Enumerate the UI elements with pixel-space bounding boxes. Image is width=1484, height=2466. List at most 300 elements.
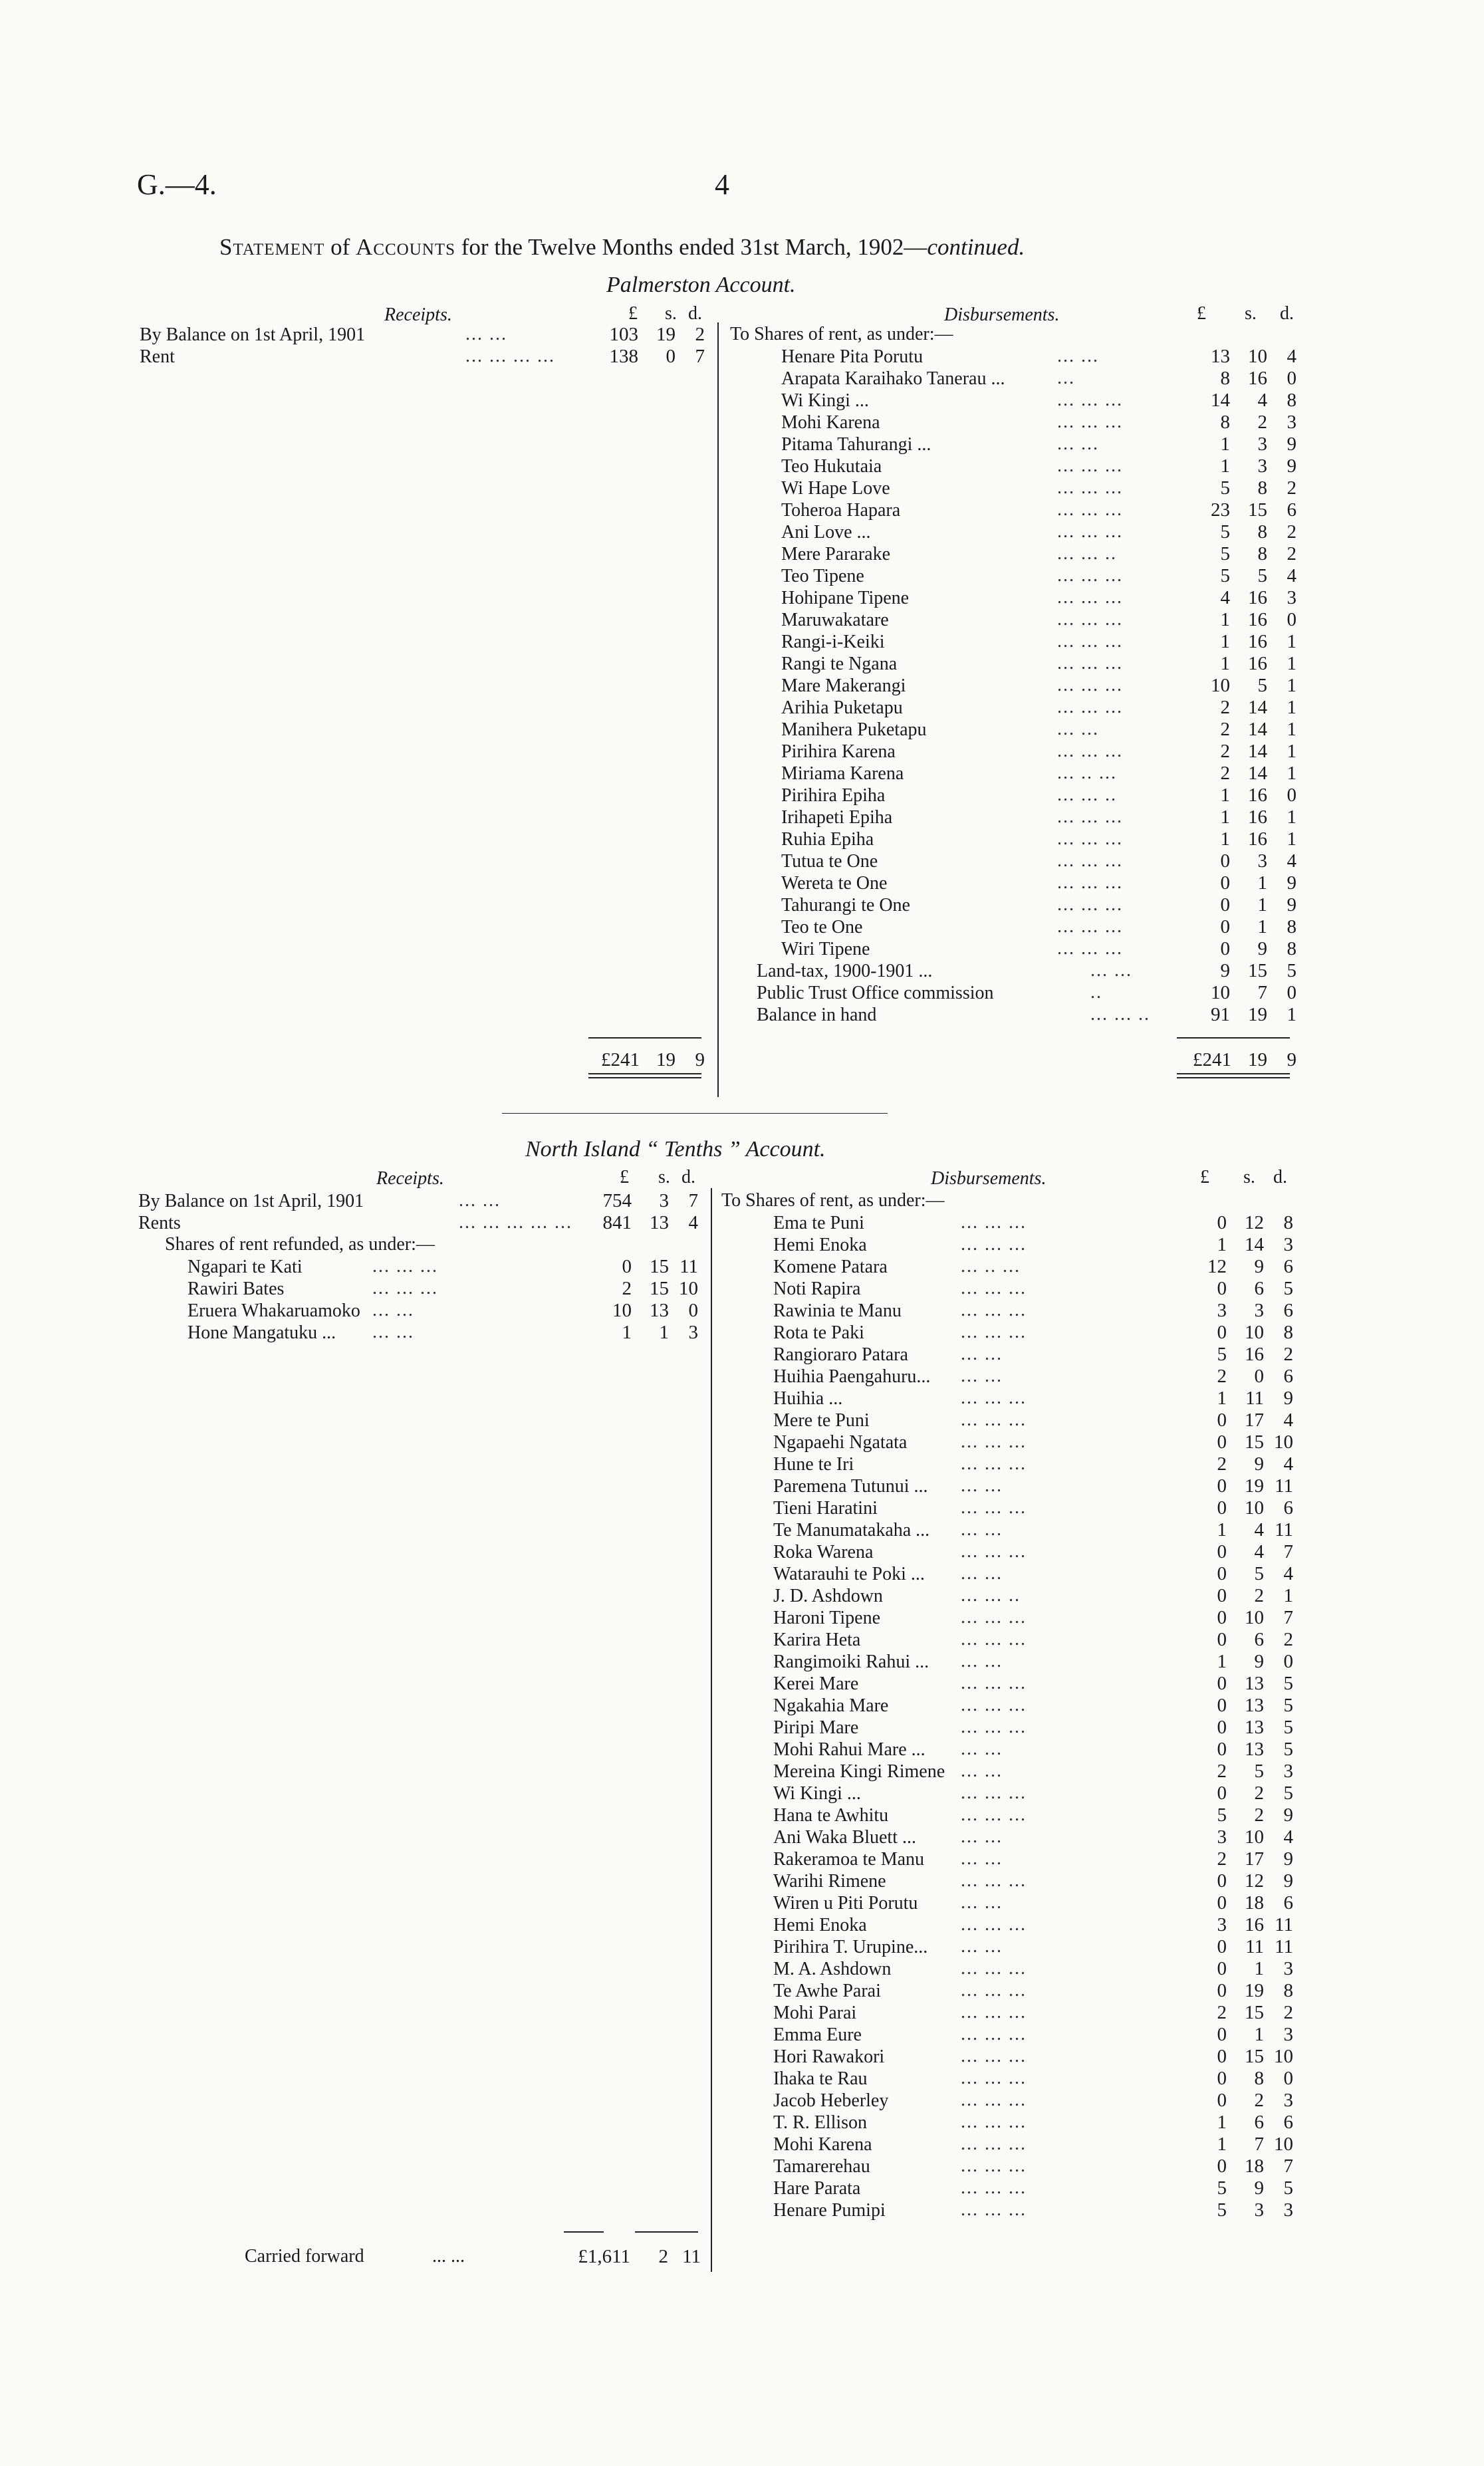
north-share-pence: 1	[1283, 1585, 1293, 1606]
palmerston-share-dots: ... ...	[1057, 719, 1099, 739]
palmerston-share-pence: 1	[1287, 631, 1297, 652]
palmerston-share-pounds: 1	[1220, 785, 1230, 806]
palmerston-receipt-pence: 7	[695, 346, 705, 367]
palmerston-share-label: Pitama Tahurangi ...	[781, 434, 931, 455]
palmerston-share-shillings: 5	[1257, 565, 1267, 586]
palmerston-share-dots: ... ... ...	[1057, 521, 1123, 542]
palmerston-share-pence: 1	[1287, 719, 1297, 740]
palmerston-receipt-pounds: 138	[609, 346, 638, 367]
palmerston-share-label: Teo Tipene	[781, 566, 864, 586]
north-share-dots: ... ... ...	[961, 2068, 1027, 2088]
north-share-pounds: 1	[1217, 1519, 1227, 1541]
north-share-shillings: 9	[1254, 1651, 1264, 1672]
north-share-label: Wi Kingi ...	[773, 1783, 861, 1804]
north-share-dots: ... ... ...	[961, 1234, 1027, 1255]
palmerston-receipts-pound-heading: £	[628, 303, 638, 324]
north-share-pence: 4	[1283, 1826, 1293, 1848]
north-share-label: M. A. Ashdown	[773, 1959, 892, 1979]
palmerston-share-shillings: 3	[1257, 433, 1267, 455]
north-share-label: Jacob Heberley	[773, 2090, 889, 2111]
palmerston-disb-total-shillings: 19	[1248, 1049, 1267, 1070]
north-share-label: Hare Parata	[773, 2178, 861, 2199]
north-share-label: Mohi Rahui Mare ...	[773, 1739, 926, 1760]
north-share-shillings: 15	[1245, 2046, 1264, 2067]
north-share-pence: 5	[1283, 1739, 1293, 1760]
north-share-pounds: 1	[1217, 2112, 1227, 2133]
north-share-label: Ihaka te Rau	[773, 2068, 868, 2089]
north-share-dots: ... ... ...	[961, 1629, 1027, 1650]
title-continued: continued.	[927, 234, 1025, 260]
north-share-shillings: 3	[1254, 2199, 1264, 2221]
north-refund-dots: ... ... ...	[372, 1278, 438, 1298]
north-receipt-shillings: 3	[659, 1190, 669, 1211]
palmerston-share-dots: ... ... ...	[1057, 477, 1123, 498]
north-share-dots: ... ...	[961, 1848, 1003, 1869]
palmerston-share-label: Teo te One	[781, 917, 863, 937]
palmerston-share-label: Arapata Karaihako Tanerau ...	[781, 368, 1005, 389]
palmerston-share-shillings: 4	[1257, 390, 1267, 411]
north-share-label: T. R. Ellison	[773, 2112, 868, 2133]
north-share-label: Te Awhe Parai	[773, 1981, 881, 2001]
north-share-label: Wiren u Piti Porutu	[773, 1893, 918, 1913]
north-receipts-heading: Receipts.	[376, 1168, 444, 1189]
palmerston-share-label: Wereta te One	[781, 873, 888, 894]
palmerston-disb-intro: To Shares of rent, as under:—	[730, 324, 953, 344]
north-share-dots: ... ...	[961, 1651, 1003, 1671]
north-share-pounds: 0	[1217, 1892, 1227, 1913]
north-share-shillings: 15	[1245, 1431, 1264, 1453]
palmerston-share-pence: 0	[1287, 785, 1297, 806]
palmerston-share-label: Henare Pita Porutu	[781, 346, 924, 367]
north-refund-pence: 11	[680, 1256, 698, 1277]
north-share-pounds: 0	[1217, 1717, 1227, 1738]
palmerston-share-pounds: 2	[1220, 697, 1230, 718]
palmerston-share-dots: ... ... ...	[1057, 916, 1123, 937]
palmerston-share-pounds: 2	[1220, 763, 1230, 784]
north-share-pence: 3	[1283, 2024, 1293, 2045]
north-share-pence: 10	[1274, 2046, 1293, 2067]
north-share-dots: ... ... ...	[961, 1717, 1027, 1737]
title-accounts: Accounts	[356, 234, 456, 260]
north-refund-heading: Shares of rent refunded, as under:—	[165, 1234, 435, 1255]
north-receipt-pounds: 754	[602, 1190, 632, 1211]
palmerston-share-pence: 8	[1287, 390, 1297, 411]
north-refund-pounds: 1	[622, 1322, 632, 1343]
north-disb-heading: Disbursements.	[931, 1168, 1047, 1189]
north-disb-shilling-heading: s.	[1243, 1167, 1255, 1187]
north-share-pence: 8	[1283, 1322, 1293, 1343]
north-share-dots: ... ... ...	[961, 1980, 1027, 2001]
palmerston-disb-item-dots: ..	[1090, 982, 1102, 1003]
section-divider	[502, 1113, 888, 1114]
palmerston-disb-item-shillings: 7	[1257, 982, 1267, 1003]
north-share-shillings: 0	[1254, 1366, 1264, 1387]
north-share-label: Henare Pumipi	[773, 2200, 886, 2221]
north-share-pounds: 0	[1217, 1278, 1227, 1299]
palmerston-share-pounds: 5	[1220, 565, 1230, 586]
palmerston-receipt-dots: ... ...	[465, 324, 507, 344]
palmerston-share-label: Toheroa Hapara	[781, 500, 901, 521]
palmerston-share-dots: ... ... ...	[1057, 631, 1123, 652]
north-share-shillings: 18	[1245, 1892, 1264, 1913]
palmerston-share-dots: ... ... ...	[1057, 412, 1123, 432]
north-refund-pounds: 0	[622, 1256, 632, 1277]
palmerston-share-pounds: 13	[1211, 346, 1230, 367]
north-share-label: Emma Eure	[773, 2025, 862, 2045]
north-title-b: “ Tenths ”	[646, 1137, 741, 1162]
north-share-pounds: 5	[1217, 1804, 1227, 1826]
palmerston-receipt-dots: ... ... ... ...	[465, 346, 555, 366]
north-share-pence: 7	[1283, 1541, 1293, 1562]
north-share-pence: 3	[1283, 2090, 1293, 2111]
north-share-pence: 6	[1283, 1256, 1293, 1277]
palmerston-share-shillings: 8	[1257, 477, 1267, 499]
north-receipt-shillings: 13	[650, 1212, 669, 1233]
north-share-pence: 6	[1283, 1892, 1293, 1913]
palmerston-receipts-total-shillings: 19	[656, 1049, 676, 1070]
palmerston-share-label: Mare Makerangi	[781, 676, 906, 696]
north-share-label: Piripi Mare	[773, 1717, 859, 1738]
carried-rule-pounds	[564, 2231, 604, 2233]
palmerston-receipts-double-rule	[588, 1073, 701, 1074]
palmerston-disb-double-rule	[1177, 1073, 1290, 1074]
north-share-shillings: 19	[1245, 1980, 1264, 2001]
north-share-dots: ... ...	[961, 1826, 1003, 1847]
north-share-shillings: 11	[1245, 1388, 1264, 1409]
north-share-dots: ... ...	[961, 1892, 1003, 1913]
north-share-shillings: 8	[1254, 2068, 1264, 2089]
palmerston-receipts-pence-heading: d.	[688, 303, 702, 324]
palmerston-share-pounds: 0	[1220, 850, 1230, 872]
palmerston-disb-item-dots: ... ... ..	[1090, 1004, 1150, 1025]
north-share-pounds: 0	[1217, 1541, 1227, 1562]
north-share-label: Hana te Awhitu	[773, 1805, 889, 1826]
north-share-shillings: 6	[1254, 1278, 1264, 1299]
palmerston-share-shillings: 5	[1257, 675, 1267, 696]
north-share-shillings: 5	[1254, 1563, 1264, 1584]
north-share-label: Hemi Enoka	[773, 1915, 867, 1935]
palmerston-share-dots: ... ... ...	[1057, 828, 1123, 849]
palmerston-disb-shilling-heading: s.	[1245, 303, 1257, 324]
palmerston-share-shillings: 16	[1248, 587, 1267, 608]
palmerston-disb-item-label: Public Trust Office commission	[757, 983, 994, 1003]
north-share-pence: 4	[1283, 1563, 1293, 1584]
palmerston-disb-item-shillings: 19	[1248, 1004, 1267, 1025]
title-of: of	[324, 234, 356, 260]
palmerston-share-dots: ... ... ...	[1057, 587, 1123, 608]
north-share-pence: 3	[1283, 1234, 1293, 1255]
palmerston-share-dots: ... ... ...	[1057, 609, 1123, 630]
palmerston-share-shillings: 14	[1248, 741, 1267, 762]
north-share-dots: ... ...	[961, 1936, 1003, 1957]
palmerston-share-pounds: 1	[1220, 828, 1230, 850]
palmerston-share-shillings: 10	[1248, 346, 1267, 367]
north-share-dots: ... ... ...	[961, 2046, 1027, 2066]
north-refund-dots: ... ... ...	[372, 1256, 438, 1277]
north-share-pence: 5	[1283, 2177, 1293, 2199]
north-share-shillings: 13	[1245, 1717, 1264, 1738]
north-receipts-pence-heading: d.	[681, 1167, 695, 1187]
north-share-pence: 7	[1283, 2156, 1293, 2177]
palmerston-share-pounds: 8	[1220, 412, 1230, 433]
north-share-pounds: 0	[1217, 1980, 1227, 2001]
north-refund-pence: 3	[688, 1322, 698, 1343]
north-share-pounds: 0	[1217, 2024, 1227, 2045]
north-share-pence: 11	[1275, 1914, 1293, 1935]
north-share-pence: 6	[1283, 1497, 1293, 1519]
north-share-pence: 0	[1283, 2068, 1293, 2089]
north-share-dots: ... ... ...	[961, 2199, 1027, 2220]
north-share-label: Ngapaehi Ngatata	[773, 1432, 908, 1453]
palmerston-share-pence: 8	[1287, 938, 1297, 959]
north-receipts-pound-heading: £	[620, 1167, 629, 1187]
palmerston-share-pounds: 8	[1220, 368, 1230, 389]
palmerston-share-shillings: 2	[1257, 412, 1267, 433]
palmerston-share-shillings: 16	[1248, 828, 1267, 850]
palmerston-share-shillings: 1	[1257, 872, 1267, 894]
north-share-dots: ... ...	[961, 1519, 1003, 1540]
palmerston-share-pounds: 0	[1220, 872, 1230, 894]
palmerston-share-pounds: 14	[1211, 390, 1230, 411]
palmerston-share-shillings: 16	[1248, 653, 1267, 674]
north-share-label: Rangioraro Patara	[773, 1344, 908, 1365]
north-share-label: Ema te Puni	[773, 1213, 864, 1233]
palmerston-share-label: Wi Hape Love	[781, 478, 890, 499]
north-share-pounds: 2	[1217, 1453, 1227, 1475]
palmerston-share-dots: ... ... ...	[1057, 697, 1123, 717]
palmerston-disb-heading: Disbursements.	[944, 305, 1060, 325]
series-number: G.—4.	[137, 168, 217, 201]
north-share-dots: ... ... ...	[961, 1410, 1027, 1430]
palmerston-share-pence: 1	[1287, 697, 1297, 718]
palmerston-disb-item-pounds: 9	[1220, 960, 1230, 981]
palmerston-share-label: Rangi-i-Keiki	[781, 632, 885, 652]
palmerston-share-pence: 3	[1287, 587, 1297, 608]
north-share-pounds: 0	[1217, 1322, 1227, 1343]
north-share-shillings: 13	[1245, 1739, 1264, 1760]
palmerston-receipts-shilling-heading: s.	[665, 303, 677, 324]
north-share-pence: 3	[1283, 2199, 1293, 2221]
palmerston-center-rule	[717, 322, 719, 1097]
north-share-dots: ... ... ...	[961, 2156, 1027, 2176]
north-share-shillings: 9	[1254, 1453, 1264, 1475]
north-refund-shillings: 15	[650, 1278, 669, 1299]
palmerston-share-dots: ... ... ...	[1057, 675, 1123, 695]
palmerston-share-label: Wi Kingi ...	[781, 390, 869, 411]
north-share-label: Komene Patara	[773, 1257, 888, 1277]
palmerston-share-pounds: 1	[1220, 631, 1230, 652]
palmerston-share-pence: 0	[1287, 368, 1297, 389]
north-share-pounds: 0	[1217, 2090, 1227, 2111]
north-share-shillings: 1	[1254, 1958, 1264, 1979]
palmerston-receipts-double-rule-2	[588, 1077, 701, 1078]
north-share-shillings: 9	[1254, 1256, 1264, 1277]
palmerston-disb-item-pence: 1	[1287, 1004, 1297, 1025]
north-share-pence: 4	[1283, 1410, 1293, 1431]
palmerston-share-dots: ... ... ...	[1057, 938, 1123, 959]
north-share-pounds: 0	[1217, 1410, 1227, 1431]
north-share-pence: 11	[1275, 1519, 1293, 1541]
page-title	[219, 234, 1025, 261]
north-share-dots: ... .. ...	[961, 1256, 1021, 1277]
north-share-pence: 5	[1283, 1783, 1293, 1804]
north-share-dots: ... ... ...	[961, 1914, 1027, 1935]
north-share-label: Rawinia te Manu	[773, 1300, 902, 1321]
north-share-pence: 9	[1283, 1870, 1293, 1892]
north-share-dots: ... ... ...	[961, 1453, 1027, 1474]
north-share-label: Tieni Haratini	[773, 1498, 878, 1519]
north-share-label: Mohi Karena	[773, 2134, 872, 2155]
north-share-dots: ... ... ...	[961, 1607, 1027, 1628]
palmerston-share-label: Irihapeti Epiha	[781, 807, 893, 828]
north-share-label: Noti Rapira	[773, 1279, 861, 1299]
north-share-pence: 8	[1283, 1212, 1293, 1233]
palmerston-title: Palmerston Account.	[606, 273, 796, 297]
palmerston-disb-item-dots: ... ...	[1090, 960, 1132, 981]
palmerston-share-pounds: 1	[1220, 653, 1230, 674]
north-share-shillings: 10	[1245, 1607, 1264, 1628]
north-share-shillings: 2	[1254, 1585, 1264, 1606]
title-rest: for the Twelve Months ended 31st March, 1902—	[455, 234, 928, 260]
north-share-label: Huihia ...	[773, 1388, 843, 1409]
palmerston-share-shillings: 9	[1257, 938, 1267, 959]
north-share-pence: 2	[1283, 1344, 1293, 1365]
north-share-shillings: 2	[1254, 1783, 1264, 1804]
palmerston-share-pounds: 1	[1220, 455, 1230, 477]
north-share-pence: 6	[1283, 2112, 1293, 2133]
north-share-pounds: 2	[1217, 1848, 1227, 1870]
palmerston-share-dots: ... ...	[1057, 433, 1099, 454]
palmerston-share-pounds: 1	[1220, 806, 1230, 828]
north-share-shillings: 17	[1245, 1410, 1264, 1431]
palmerston-disb-item-label: Land-tax, 1900-1901 ...	[757, 961, 933, 981]
north-share-pounds: 0	[1217, 2068, 1227, 2089]
north-share-dots: ... ... ...	[961, 1804, 1027, 1825]
palmerston-disb-item-pence: 0	[1287, 982, 1297, 1003]
north-share-pounds: 0	[1217, 1870, 1227, 1892]
north-refund-pence: 10	[679, 1278, 698, 1299]
north-share-shillings: 16	[1245, 1344, 1264, 1365]
north-share-label: Mohi Parai	[773, 2003, 857, 2023]
north-share-dots: ... ... ...	[961, 1541, 1027, 1562]
north-receipt-dots: ... ... ... ... ...	[459, 1212, 572, 1233]
north-share-pounds: 1	[1217, 1234, 1227, 1255]
north-refund-label: Hone Mangatuku ...	[187, 1322, 336, 1343]
palmerston-receipt-pence: 2	[695, 324, 705, 345]
north-share-pounds: 2	[1217, 1366, 1227, 1387]
palmerston-share-shillings: 16	[1248, 631, 1267, 652]
north-share-pounds: 0	[1217, 1585, 1227, 1606]
north-share-pence: 10	[1274, 1431, 1293, 1453]
north-share-dots: ... ...	[961, 1366, 1003, 1386]
palmerston-share-pence: 1	[1287, 741, 1297, 762]
north-refund-label: Rawiri Bates	[187, 1279, 285, 1299]
north-share-pounds: 0	[1217, 1212, 1227, 1233]
north-share-label: Tamarerehau	[773, 2156, 870, 2177]
north-share-shillings: 4	[1254, 1519, 1264, 1541]
palmerston-disb-double-rule-2	[1177, 1077, 1290, 1078]
north-share-pence: 5	[1283, 1278, 1293, 1299]
north-refund-shillings: 1	[659, 1322, 669, 1343]
north-share-pounds: 5	[1217, 2177, 1227, 2199]
north-share-dots: ... ...	[961, 1761, 1003, 1781]
north-share-dots: ... ...	[961, 1344, 1003, 1364]
palmerston-share-label: Wiri Tipene	[781, 939, 870, 959]
north-share-pence: 4	[1283, 1453, 1293, 1475]
palmerston-share-pounds: 0	[1220, 894, 1230, 916]
north-refund-shillings: 13	[650, 1300, 669, 1321]
palmerston-share-label: Teo Hukutaia	[781, 456, 882, 477]
carried-forward-pence: 11	[682, 2246, 701, 2267]
palmerston-share-pence: 3	[1287, 412, 1297, 433]
north-share-pounds: 0	[1217, 1431, 1227, 1453]
palmerston-share-pounds: 5	[1220, 477, 1230, 499]
north-share-label: Hemi Enoka	[773, 1235, 867, 1255]
north-share-label: Hune te Iri	[773, 1454, 854, 1475]
north-share-label: Ani Waka Bluett ...	[773, 1827, 916, 1848]
north-share-label: Karira Heta	[773, 1630, 861, 1650]
palmerston-share-label: Pirihira Epiha	[781, 785, 886, 806]
north-share-pence: 10	[1274, 2134, 1293, 2155]
palmerston-disb-total-pounds: £241	[1193, 1049, 1231, 1070]
north-share-pounds: 0	[1217, 1497, 1227, 1519]
north-share-shillings: 2	[1254, 2090, 1264, 2111]
palmerston-share-dots: ... ... ...	[1057, 806, 1123, 827]
palmerston-share-label: Maruwakatare	[781, 610, 889, 630]
north-share-shillings: 10	[1245, 1826, 1264, 1848]
north-share-label: Rakeramoa te Manu	[773, 1849, 925, 1870]
palmerston-share-pounds: 5	[1220, 543, 1230, 564]
palmerston-share-dots: ... ... ...	[1057, 894, 1123, 915]
palmerston-share-label: Pirihira Karena	[781, 741, 896, 762]
north-share-shillings: 6	[1254, 1629, 1264, 1650]
palmerston-share-shillings: 8	[1257, 543, 1267, 564]
north-share-pounds: 3	[1217, 1300, 1227, 1321]
palmerston-share-shillings: 16	[1248, 785, 1267, 806]
north-receipt-dots: ... ...	[459, 1190, 501, 1211]
north-share-dots: ... ... ...	[961, 1673, 1027, 1693]
north-disb-pound-heading: £	[1200, 1167, 1209, 1187]
north-share-dots: ... ... ...	[961, 1783, 1027, 1803]
north-share-shillings: 16	[1245, 1914, 1264, 1935]
palmerston-share-label: Tutua te One	[781, 851, 878, 872]
north-share-pounds: 3	[1217, 1826, 1227, 1848]
palmerston-share-dots: ... ... ...	[1057, 455, 1123, 476]
north-share-shillings: 7	[1254, 2134, 1264, 2155]
north-share-pounds: 0	[1217, 1783, 1227, 1804]
carried-forward-dots: ... ...	[432, 2246, 465, 2267]
north-share-shillings: 13	[1245, 1673, 1264, 1694]
palmerston-share-dots: ... .. ...	[1057, 763, 1117, 783]
palmerston-share-pounds: 1	[1220, 433, 1230, 455]
north-share-pounds: 1	[1217, 1388, 1227, 1409]
palmerston-share-pence: 9	[1287, 872, 1297, 894]
north-share-shillings: 12	[1245, 1212, 1264, 1233]
north-title-c: Account.	[745, 1137, 826, 1162]
palmerston-share-shillings: 14	[1248, 719, 1267, 740]
palmerston-share-pence: 0	[1287, 609, 1297, 630]
north-share-pence: 7	[1283, 1607, 1293, 1628]
north-share-shillings: 18	[1245, 2156, 1264, 2177]
north-receipt-pounds: 841	[602, 1212, 632, 1233]
north-share-label: Ngakahia Mare	[773, 1695, 889, 1716]
palmerston-share-pence: 4	[1287, 565, 1297, 586]
palmerston-share-dots: ... ... ...	[1057, 653, 1123, 674]
palmerston-share-dots: ... ... ...	[1057, 872, 1123, 893]
palmerston-share-shillings: 3	[1257, 850, 1267, 872]
palmerston-share-pence: 9	[1287, 894, 1297, 916]
palmerston-receipts-total-pounds: £241	[601, 1049, 640, 1070]
